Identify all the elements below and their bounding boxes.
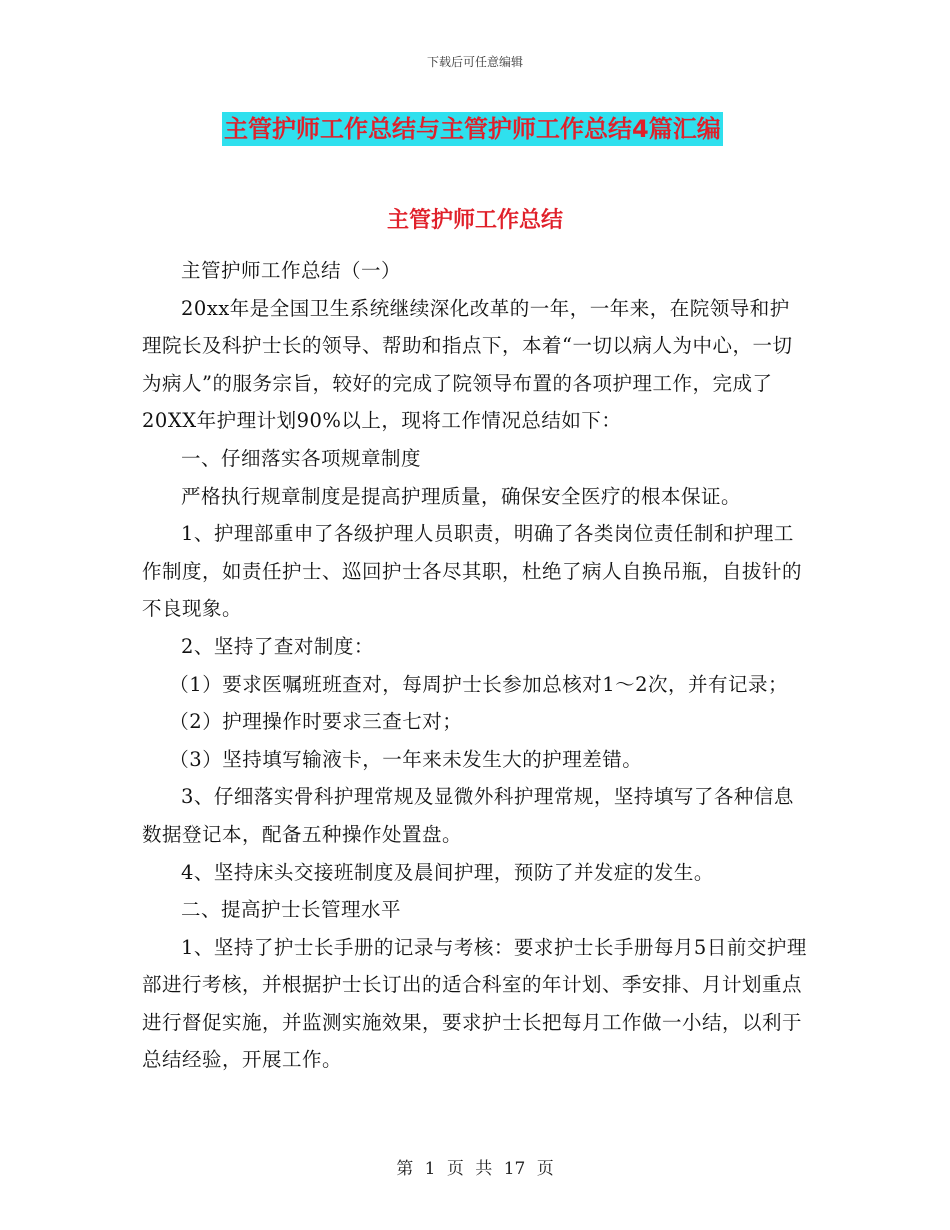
paragraph: 1、护理部重申了各级护理人员职责，明确了各类岗位责任制和护理工作制度，如责任护士、巡回护士各尽其职，杜绝了病人自换吊瓶，自拔针的不良现象。 [142,522,803,621]
header-note: 下载后可任意编辑 [426,55,523,69]
paragraph: 严格执行规章制度是提高护理质量，确保安全医疗的根本保证。 [181,484,742,508]
paragraph: 3、仔细落实骨科护理常规及显微外科护理常规，坚持填写了各种信息数据登记本，配备五种操作处置盘。 [142,785,794,846]
page-footer: 第 1 页 共 17 页 [396,1159,554,1179]
paragraph-heading: 二、提高护士长管理水平 [181,898,402,922]
paragraph: 1、坚持了护士长手册的记录与考核：要求护士长手册每月5日前交护理部进行考核，并根据护士长订出的适合科室的年计划、季安排、月计划重点进行督促实施，并监测实施效果，要求护士长把每月工作做一小结，以利于总结经验，开展工作。 [142,935,807,1072]
list-item: （2）护理操作时要求三查七对； [169,710,463,734]
paragraph: 20xx年是全国卫生系统继续深化改革的一年，一年来，在院领导和护理院长及科护士长的领导、帮助和指点下，本着“一切以病人为中心，一切为病人”的服务宗旨，较好的完成了院领导布置的各项护理工作，完成了20XX年护理计划90%以上，现将工作情况总结如下： [142,296,793,433]
paragraph: 4、坚持床头交接班制度及晨间护理，预防了并发症的发生。 [181,860,714,884]
paragraph-heading: 主管护师工作总结（一） [181,259,402,282]
document-title: 主管护师工作总结与主管护师工作总结4篇汇编 [222,112,723,146]
list-item: （3）坚持填写输液卡，一年来未发生大的护理差错。 [169,747,643,771]
list-item: （1）要求医嘱班班查对，每周护士长参加总核对1～2次，并有记录； [169,672,789,696]
section-title: 主管护师工作总结 [386,208,563,233]
paragraph: 2、坚持了查对制度： [181,634,374,658]
paragraph-heading: 一、仔细落实各项规章制度 [181,446,422,470]
document-body [142,252,808,1079]
